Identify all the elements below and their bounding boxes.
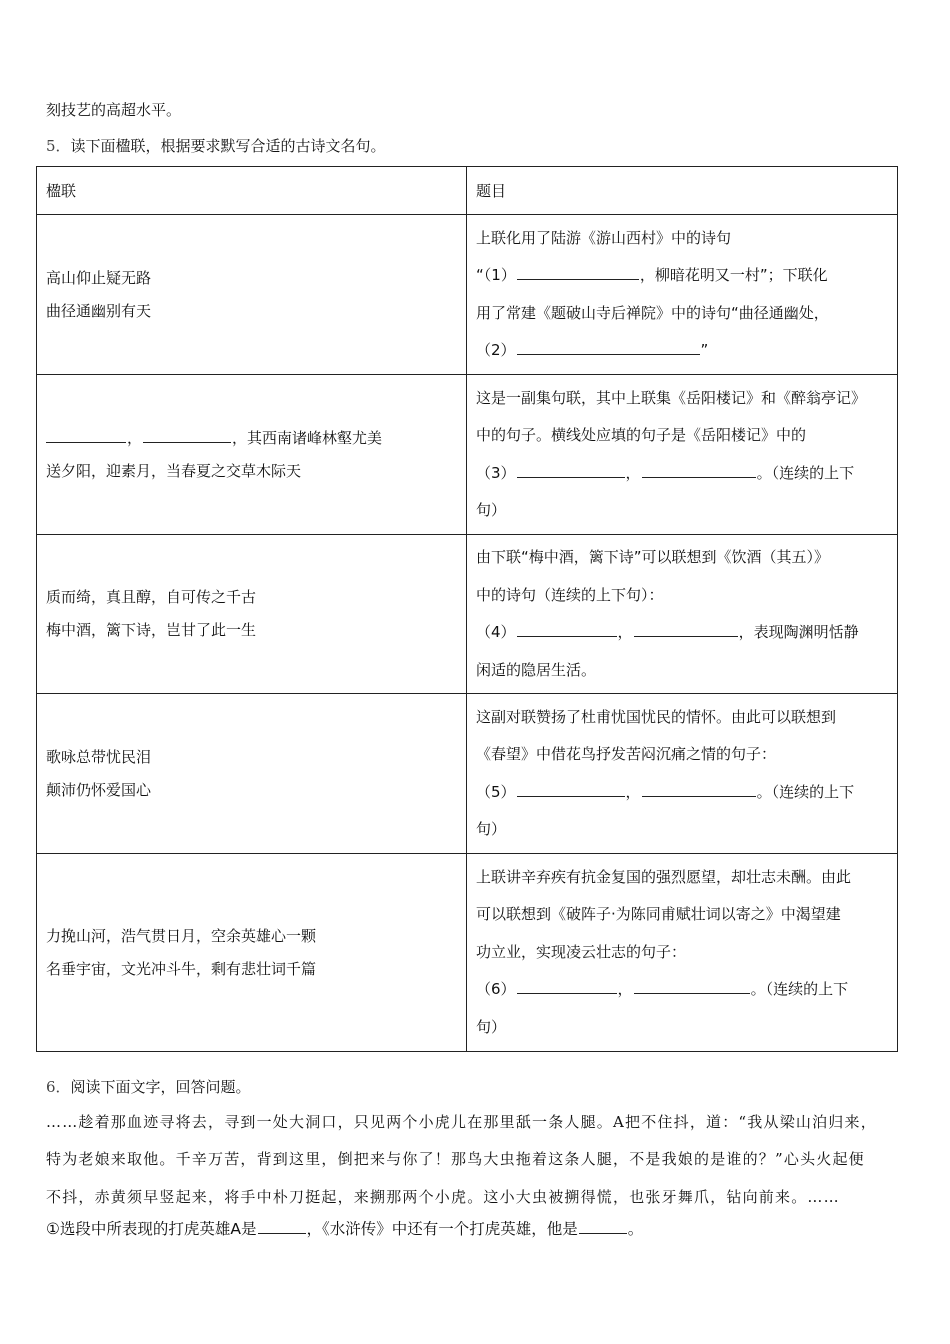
task-text: ， (625, 782, 641, 801)
sub-question-text: 。 (627, 1220, 644, 1238)
task-text: （6） (476, 980, 516, 999)
task-line: 中的句子。横线处应填的句子是《岳阳楼记》中的 (476, 426, 807, 444)
task-line: 这是一副集句联，其中上联集《岳阳楼记》和《醉翁亭记》 (476, 388, 867, 407)
couplet-cell (37, 535, 467, 694)
question-number: 6． (46, 1078, 71, 1096)
sub-question-marker: ① (46, 1220, 60, 1238)
task-text: （2） (476, 341, 516, 359)
passage-line: ……趁着那血迹寻将去，寻到一处大洞口，只见两个小虎儿在那里舐一条人腿。A把不住抖，道：“我从梁山泊归来， (46, 1113, 877, 1131)
task-text: ，柳暗花明又一村”；下联化 (639, 266, 828, 284)
couplet-cell (37, 694, 467, 854)
couplet-line: 颠沛仍怀爱国心 (46, 780, 152, 799)
passage-line: 不抖，赤黄须早竖起来，将手中朴刀挺起，来搠那两个小虎。这小大虫被搠得慌，也张牙舞爪，钻向前来。…… (46, 1188, 840, 1206)
task-line (476, 332, 889, 370)
answer-blank-4b[interactable] (634, 622, 738, 637)
couplet-line: 曲径通幽别有天 (46, 301, 152, 320)
question-5-heading (46, 136, 386, 156)
couplet-blank-b[interactable] (143, 428, 231, 443)
task-line: 闲适的隐居生活。 (476, 660, 597, 679)
task-line: 句） (476, 501, 507, 519)
header-task: 题目 (467, 167, 898, 215)
answer-blank-5b[interactable] (642, 782, 756, 797)
task-line (476, 455, 889, 493)
task-line: 句） (476, 1017, 507, 1036)
task-text: （4） (476, 623, 516, 641)
table-row (37, 535, 898, 694)
task-text: ， (617, 980, 633, 999)
task-line: 中的诗句（连续的上下句）： (476, 585, 664, 604)
answer-blank-hero-b[interactable] (579, 1219, 627, 1234)
sub-question-text: 选段中所表现的打虎英雄A是 (59, 1220, 257, 1238)
task-text: ，表现陶渊明恬静 (738, 623, 859, 641)
task-line: 句） (476, 820, 507, 838)
task-line: 上联讲辛弃疾有抗金复国的强烈愿望，却壮志未酬。由此 (476, 867, 852, 886)
task-cell (467, 535, 898, 694)
table-row (37, 694, 898, 854)
task-text: ， (625, 463, 641, 482)
table-row (37, 854, 898, 1052)
couplet-line: 送夕阳，迎素月，当春夏之交草木际天 (46, 461, 302, 480)
task-line: 用了常建《题破山寺后禅院》中的诗句“曲径通幽处， (476, 303, 829, 322)
answer-blank-4a[interactable] (517, 622, 617, 637)
task-text: （3） (476, 463, 516, 482)
couplet-line: 歌咏总带忧民泪 (46, 747, 152, 766)
table-row (37, 215, 898, 375)
answer-blank-6a[interactable] (517, 979, 617, 994)
task-text: 。（连续的上下 (750, 980, 849, 999)
sub-question-1 (46, 1218, 643, 1240)
answer-blank-5a[interactable] (517, 782, 625, 797)
task-line (476, 614, 889, 652)
couplet-text: ， (127, 428, 143, 447)
task-cell (467, 215, 898, 375)
reading-passage (46, 1105, 906, 1216)
task-line (476, 774, 889, 812)
table-row (37, 375, 898, 535)
task-line: 由下联“梅中酒，篱下诗”可以联想到《饮酒（其五）》 (476, 548, 830, 566)
answer-blank-hero-a[interactable] (258, 1219, 306, 1234)
task-text: ” (700, 341, 709, 359)
task-text: ， (617, 623, 633, 641)
couplet-table (36, 166, 898, 1052)
couplet-line: 力挽山河，浩气贯日月，空余英雄心一颗 (46, 926, 317, 945)
task-line (476, 971, 889, 1009)
couplet-line (46, 422, 458, 455)
task-cell (467, 854, 898, 1052)
task-cell (467, 694, 898, 854)
answer-blank-2[interactable] (517, 340, 700, 355)
answer-blank-6b[interactable] (634, 979, 750, 994)
task-line: 这副对联赞扬了杜甫忧国忧民的情怀。由此可以联想到 (476, 707, 837, 726)
table-header-row (37, 167, 898, 215)
task-line (476, 257, 889, 295)
task-line: 上联化用了陆游《游山西村》中的诗句 (476, 228, 732, 247)
couplet-cell (37, 375, 467, 535)
couplet-line: 梅中酒，篱下诗，岂甘了此一生 (46, 621, 257, 639)
answer-blank-3a[interactable] (517, 463, 625, 478)
answer-blank-3b[interactable] (642, 463, 756, 478)
task-line: 《春望》中借花鸟抒发苦闷沉痛之情的句子： (476, 745, 777, 763)
task-line: 功立业，实现凌云壮志的句子： (476, 942, 687, 961)
task-text: 。（连续的上下 (756, 782, 855, 801)
question-prompt: 阅读下面文字，回答问题。 (70, 1078, 251, 1096)
continuation-text: 刻技艺的高超水平。 (46, 101, 182, 119)
couplet-cell (37, 854, 467, 1052)
question-6-heading (46, 1077, 251, 1097)
couplet-line: 高山仰止疑无路 (46, 268, 152, 287)
couplet-cell (37, 215, 467, 375)
task-text: 。（连续的上下 (756, 463, 855, 482)
passage-line: 特为老娘来取他。千辛万苦，背到这里，倒把来与你了！那鸟大虫拖着这条人腿，不是我娘的是谁的？”心头火起便 (46, 1150, 865, 1168)
task-text: “（1） (476, 266, 516, 284)
couplet-blank-a[interactable] (46, 428, 126, 443)
task-text: （5） (476, 782, 516, 801)
answer-blank-1[interactable] (517, 265, 639, 280)
question-prompt: 读下面楹联，根据要求默写合适的古诗文名句。 (70, 137, 386, 155)
sub-question-text: ，《水浒传》中还有一个打虎英雄，他是 (306, 1220, 578, 1238)
couplet-text: ，其西南诸峰林壑尤美 (232, 428, 383, 447)
task-line: 可以联想到《破阵子·为陈同甫赋壮词以寄之》中渴望建 (476, 905, 841, 924)
header-couplet: 楹联 (37, 167, 467, 215)
task-cell (467, 375, 898, 535)
question-number: 5． (46, 137, 71, 155)
couplet-line: 质而绮，真且醇，自可传之千古 (46, 588, 257, 606)
couplet-line: 名垂宇宙，文光冲斗牛，剩有悲壮词千篇 (46, 959, 317, 978)
